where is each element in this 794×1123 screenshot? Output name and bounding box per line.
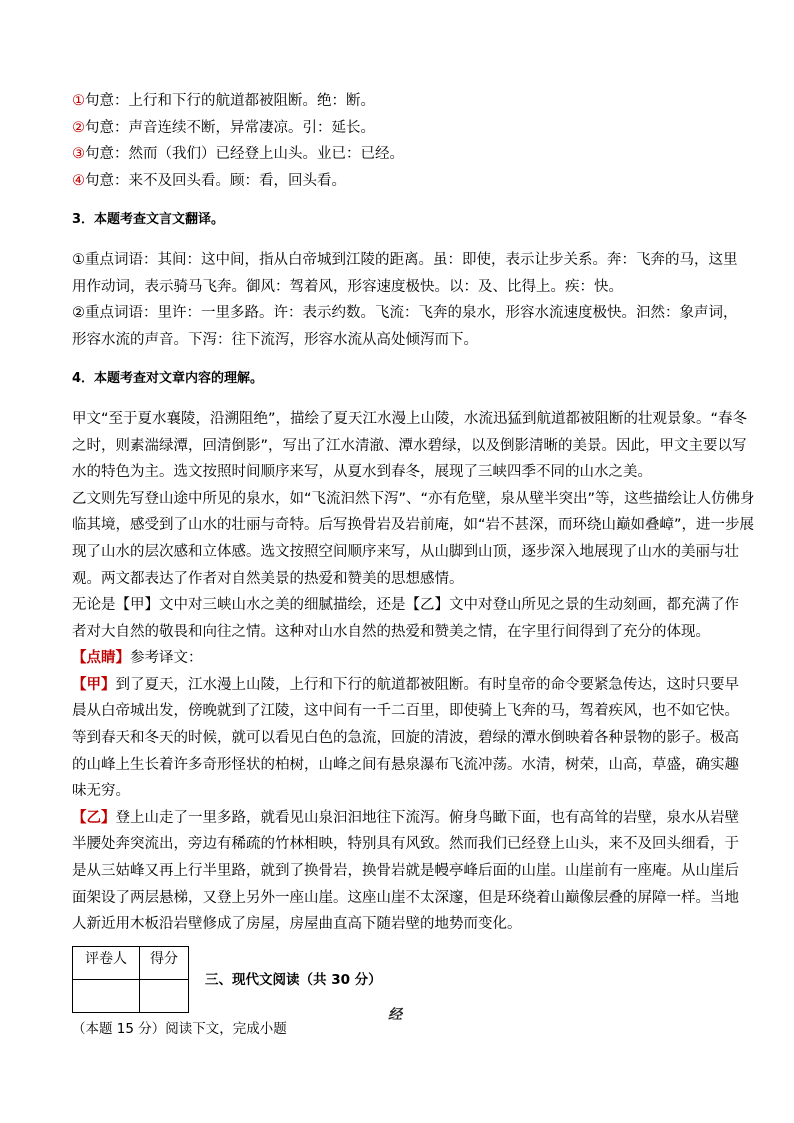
translation-title: 参考译文： — [130, 650, 203, 667]
q4-line: 现了山水的层次感和立体感。选文按照空间顺序来写，从山脚到山顶，逐步深入地展现了山水的美丽与壮 — [72, 543, 739, 560]
jia-tag: 【甲】 — [72, 676, 116, 693]
translation-jia — [72, 672, 739, 805]
meaning-item-1 — [72, 88, 722, 115]
dianjing-label: 【点睛】 — [72, 650, 130, 667]
meaning-item-2 — [72, 115, 722, 142]
footer-mark: 经 — [388, 1007, 402, 1023]
meaning-list — [72, 88, 722, 194]
yi-line: 人新近用木板沿岩壁修成了房屋，房屋曲直高下随岩壁的地势而变化。 — [72, 916, 522, 933]
q4-line: 者对大自然的敬畏和向往之情。这种对山水自然的热爱和赞美之情，在字里行间得到了充分的体现。 — [72, 623, 710, 640]
q3-line: ②重点词语：里许：一里多路。许：表示约数。飞流：飞奔的泉水，形容水流速度极快。汩然：象声词， — [72, 305, 738, 322]
jia-line — [72, 672, 739, 699]
jia-line: 的山峰上生长着许多奇形怪状的柏树，山峰之间有悬泉瀑布飞流冲荡。水清，树荣，山高，草盛，确实趣 — [72, 756, 739, 773]
translation-yi — [72, 805, 739, 938]
yi-line — [72, 805, 739, 832]
circled-marker-2: ② — [72, 119, 85, 136]
meaning-text-1: 句意：上行和下行的航道都被阻断。绝：断。 — [85, 93, 375, 109]
q3-heading: 3．本题考查文言文翻译。 — [72, 212, 225, 228]
q4-line: 观。两文都表达了作者对自然美景的热爱和赞美的思想感情。 — [72, 570, 464, 587]
meaning-item-3 — [72, 141, 722, 168]
meaning-item-4 — [72, 168, 722, 195]
q4-line: 之时，则素湍绿潭，回清倒影”，写出了江水清澈、潭水碧绿，以及倒影清晰的美景。因此，甲文主要以写 — [72, 437, 747, 454]
section-instruction: （本题 15 分）阅读下文，完成小题 — [72, 1020, 287, 1037]
q3-body — [72, 247, 738, 353]
section-title: 三、现代文阅读（共 30 分） — [205, 971, 382, 988]
yi-text: 登上山走了一里多路，就看见山泉汩汩地往下流泻。俯身鸟瞰下面，也有高耸的岩壁，泉水从岩壁 — [115, 809, 739, 826]
score-cell[interactable] — [140, 979, 189, 1012]
yi-tag: 【乙】 — [72, 809, 116, 826]
circled-marker-1: ① — [72, 93, 85, 109]
q4-line: 无论是【甲】文中对三峡山水之美的细腻描绘，还是【乙】文中对登山所见之景的生动刻画，都充满了作 — [72, 597, 739, 614]
score-header: 得分 — [140, 946, 189, 979]
yi-line: 面架设了两层悬梯，又登上另外一座山崖。这座山崖不太深邃，但是环绕着山巅像层叠的屏障一样。当地 — [72, 889, 739, 906]
reviewer-cell[interactable] — [73, 979, 140, 1012]
q3-line: ①重点词语：其间：这中间，指从白帝城到江陵的距离。虽：即使，表示让步关系。奔：飞奔的马，这里 — [72, 251, 738, 268]
jia-line: 味无穷。 — [72, 783, 130, 800]
circled-marker-3: ③ — [72, 146, 85, 163]
yi-line: 半腰处奔突流出，旁边有稀疏的竹林相映，特别具有风致。然而我们已经登上山头，来不及回头细看，于 — [72, 836, 739, 853]
document-body — [72, 88, 755, 1053]
dianjing-heading — [72, 645, 722, 672]
meaning-text-3: 句意：然而（我们）已经登上山头。业已：已经。 — [85, 146, 404, 163]
jia-line: 晨从白帝城出发，傍晚就到了江陵，这中间有一千二百里，即使骑上飞奔的马，驾着疾风，也不如它快。 — [72, 703, 739, 720]
grader-table — [72, 946, 189, 1013]
q4-line: 乙文则先写登山途中所见的泉水，如“飞流汩然下泻”、“亦有危壁，泉从壁半突出”等，这些描绘让人仿佛身 — [72, 490, 755, 507]
q3-line: 形容水流的声音。下泻：往下流泻，形容水流从高处倾泻而下。 — [72, 331, 478, 348]
q4-heading: 4．本题考查对文章内容的理解。 — [72, 371, 264, 387]
q4-line: 甲文“至于夏水襄陵，沿溯阻绝”，描绘了夏天江水漫上山陵，水流迅猛到航道都被阻断的壮观景象。“春冬 — [72, 410, 748, 427]
q4-line: 临其境，感受到了山水的壮丽与奇特。后写换骨岩及岩前庵，如“岩不甚深，而环绕山巅如叠嶂”，进一步展 — [72, 517, 755, 534]
q4-line: 水的特色为主。选文按照时间顺序来写，从夏水到春冬，展现了三峡四季不同的山水之美。 — [72, 464, 652, 481]
jia-text: 到了夏天，江水漫上山陵，上行和下行的航道都被阻断。有时皇帝的命令要紧急传达，这时只要早 — [115, 676, 739, 693]
reviewer-header: 评卷人 — [73, 946, 140, 979]
q4-body — [72, 406, 755, 645]
meaning-text-4: 句意：来不及回头看。顾：看，回头看。 — [85, 172, 346, 189]
q3-line: 用作动词，表示骑马飞奔。御风：驾着风，形容速度极快。以：及、比得上。疾：快。 — [72, 278, 623, 295]
meaning-text-2: 句意：声音连续不断，异常凄凉。引：延长。 — [85, 119, 375, 136]
circled-marker-4: ④ — [72, 172, 85, 189]
yi-line: 是从三姑峰又再上行半里路，就到了换骨岩，换骨岩就是幔亭峰后面的山崖。山崖前有一座庵。从山崖后 — [72, 863, 739, 880]
jia-line: 等到春天和冬天的时候，就可以看见白色的急流，回旋的清波，碧绿的潭水倒映着各种景物的影子。极高 — [72, 730, 739, 747]
